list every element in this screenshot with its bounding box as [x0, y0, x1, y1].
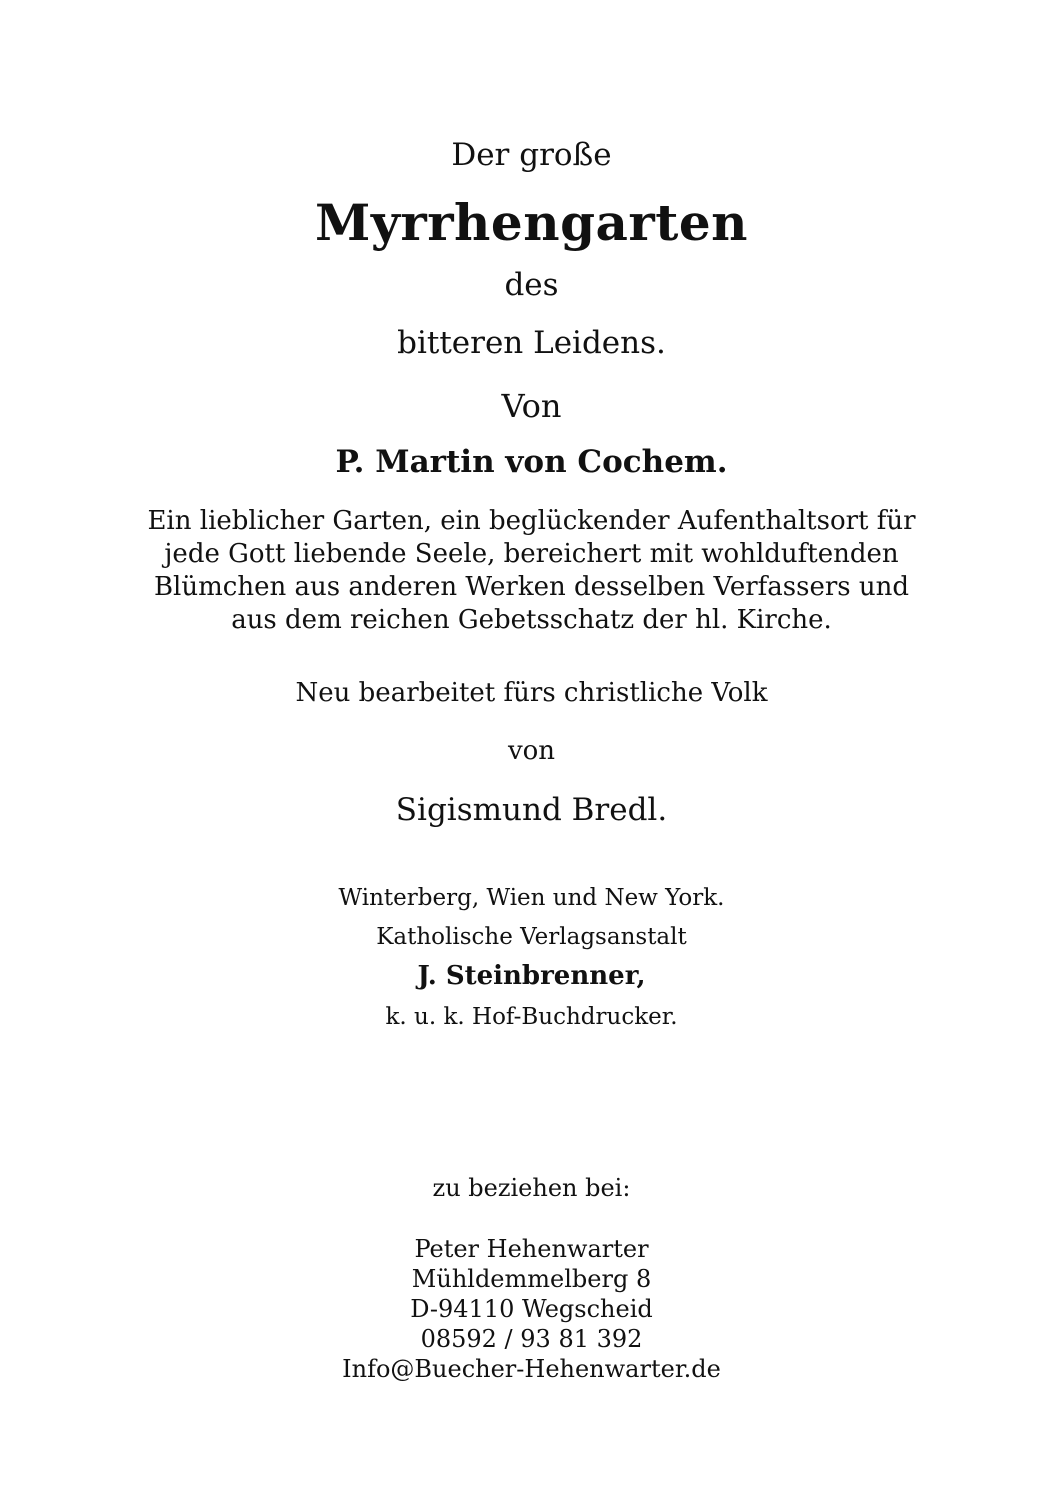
editor-name: Sigismund Bredl.	[395, 792, 668, 828]
book-subtitle: bitteren Leidens.	[397, 325, 666, 361]
author-name: P. Martin von Cochem.	[335, 444, 728, 480]
distributor-address	[0, 1234, 1063, 1384]
distributor-name: Peter Hehenwarter	[414, 1235, 649, 1263]
pretitle: Der große	[451, 137, 612, 173]
by-label-editor: von	[507, 736, 556, 766]
by-label: Von	[501, 387, 562, 425]
distributor-city: D-94110 Wegscheid	[410, 1295, 653, 1323]
distributor-email: Info@Buecher-Hehenwarter.de	[342, 1355, 721, 1383]
imprint-publisher: J. Steinbrenner,	[417, 961, 646, 991]
book-title: Myrrhengarten	[314, 193, 749, 252]
description-line: jede Gott liebende Seele, bereichert mit wohlduftenden	[164, 539, 899, 569]
description-line: Ein lieblicher Garten, ein beglückender Aufenthaltsort für	[147, 506, 916, 536]
imprint-printer: k. u. k. Hof-Buchdrucker.	[385, 1004, 678, 1030]
distributor-heading: zu beziehen bei:	[432, 1174, 631, 1202]
distributor-phone: 08592 / 93 81 392	[420, 1325, 643, 1353]
description-line: aus dem reichen Gebetsschatz der hl. Kirche.	[231, 605, 832, 635]
description	[0, 505, 1063, 637]
imprint-verlag: Katholische Verlagsanstalt	[376, 924, 687, 950]
description-line: Blümchen aus anderen Werken desselben Verfassers und	[153, 572, 910, 602]
distributor-street: Mühldemmelberg 8	[411, 1265, 652, 1293]
edition-note: Neu bearbeitet fürs christliche Volk	[295, 678, 768, 708]
title-connector: des	[504, 267, 559, 303]
imprint-place: Winterberg, Wien und New York.	[338, 885, 725, 911]
